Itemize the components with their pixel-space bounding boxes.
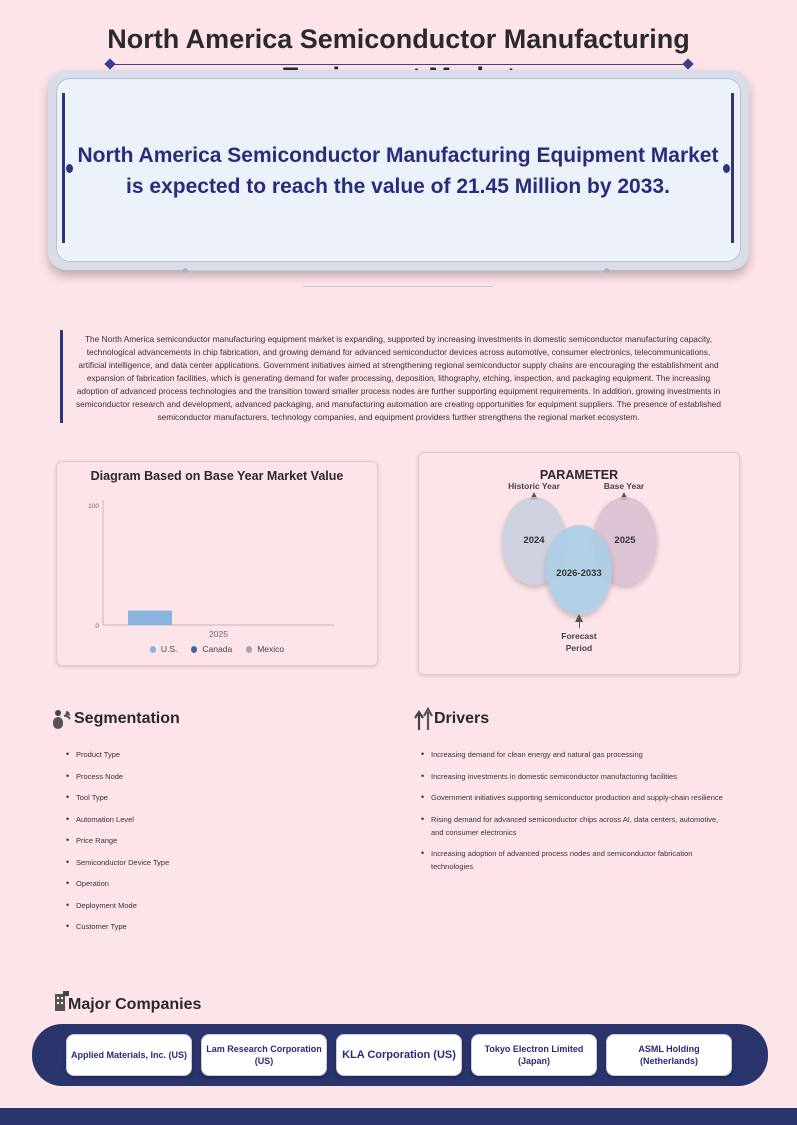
segmentation-item: • Tool Type: [66, 791, 366, 804]
page-title: North America Semiconductor Manufacturing: [107, 24, 690, 54]
legend-item-mexico: [246, 644, 284, 654]
y-tick-label: 100: [88, 503, 99, 510]
segmentation-item: • Operation: [66, 877, 366, 890]
driver-item: • Increasing demand for clean energy and natural gas processing: [421, 748, 731, 761]
segmentation-list: [66, 748, 366, 942]
hero-foot-dot-left: [183, 268, 188, 273]
segmentation-item: • Product Type: [66, 748, 366, 761]
segmentation-item: • Automation Level: [66, 813, 366, 826]
legend-swatch-canada: [191, 646, 197, 653]
hero-headline: North America Semiconductor Manufacturing Equipment Market is expected to reach the value of 21.45 Million by 2033.: [77, 144, 719, 198]
segmentation-item: • Price Range: [66, 834, 366, 847]
y-tick-label: 0: [95, 623, 99, 630]
footer-band: [0, 1108, 797, 1125]
segmentation-item: • Process Node: [66, 770, 366, 783]
bar-us: [128, 611, 172, 625]
x-tick-label: 2025: [209, 629, 228, 639]
chart-legend: [56, 644, 378, 654]
segmentation-item: • Deployment Mode: [66, 899, 366, 912]
forecast-circle: [546, 525, 612, 615]
legend-label-canada: Canada: [202, 644, 233, 654]
market-description: The North America semiconductor manufacturing equipment market is expanding, supported by increasing investments in domestic semiconductor manufacturing capacity, technological advancements in chip fabrication, and growing demand for advanced semiconductor devices across automotive, consumer electronics, telecommunications, artificial intelligence, and data center applications. Government initiatives aimed at strengthening regional semiconductor supply chains are encouraging the establishment and expansion of fabrication facilities, which is generating demand for wafer processing, deposition, lithography, etching, inspection, and packaging equipment. The increasing adoption of advanced process technologies and the transition toward smaller process nodes are further supporting equipment requirements. In addition, growing investments in semiconductor research and development, advanced packaging, and manufacturing automation are creating opportunities for equipment suppliers. The presence of established semiconductor manufacturers, technology companies, and equipment providers further strengthens the regional market ecosystem.: [75, 334, 722, 422]
company-card: ASML Holding (Netherlands): [606, 1034, 732, 1076]
drivers-title: Drivers: [434, 710, 490, 727]
historic-year-value: 2024: [523, 534, 545, 546]
company-card: Tokyo Electron Limited (Japan): [471, 1034, 597, 1076]
historic-year-label: Historic Year: [508, 481, 560, 491]
driver-item: • Increasing investments in domestic semiconductor manufacturing facilities: [421, 770, 731, 783]
companies-title: Major Companies: [68, 996, 202, 1013]
legend-item-us: [150, 644, 178, 654]
segmentation-item: • Semiconductor Device Type: [66, 856, 366, 869]
bar-chart: [56, 490, 378, 642]
legend-label-mexico: Mexico: [257, 644, 285, 654]
title-divider: [110, 64, 688, 65]
segmentation-icon: [52, 707, 74, 731]
drivers-list: [421, 748, 731, 882]
company-card: Applied Materials, Inc. (US): [66, 1034, 192, 1076]
forecast-arrow-stem: [579, 620, 580, 628]
hero-accent-bar-left: [62, 93, 65, 243]
company-card: KLA Corporation (US): [336, 1034, 462, 1076]
drivers-icon: [414, 707, 434, 731]
legend-label-us: U.S.: [160, 644, 178, 654]
legend-swatch-us: [150, 646, 156, 653]
hero-foot-dot-right: [604, 268, 609, 273]
segmentation-item: • Customer Type: [66, 920, 366, 933]
forecast-period-label: Forecast Period: [561, 631, 597, 653]
description-accent-bar: [60, 330, 63, 423]
segmentation-title: Segmentation: [74, 710, 180, 727]
hero-base-line-short: [303, 286, 493, 287]
forecast-value: 2026-2033: [556, 567, 602, 579]
driver-item: • Rising demand for advanced semiconductor chips across AI, data centers, automotive, and consumer electronics: [421, 813, 731, 839]
hero-accent-bar-right: [731, 93, 734, 243]
legend-swatch-mexico: [246, 646, 252, 653]
chart-title: Diagram Based on Base Year Market Value: [90, 469, 344, 483]
base-year-label: Base Year: [603, 481, 645, 491]
parameter-title: PARAMETER: [539, 468, 619, 482]
hero-base-line: [185, 270, 608, 271]
base-year-value: 2025: [614, 534, 636, 546]
driver-item: • Increasing adoption of advanced process nodes and semiconductor fabrication technologies: [421, 847, 731, 873]
driver-item: • Government initiatives supporting semiconductor production and supply-chain resilience: [421, 791, 731, 804]
company-card: Lam Research Corporation (US): [201, 1034, 327, 1076]
legend-item-canada: [191, 644, 232, 654]
